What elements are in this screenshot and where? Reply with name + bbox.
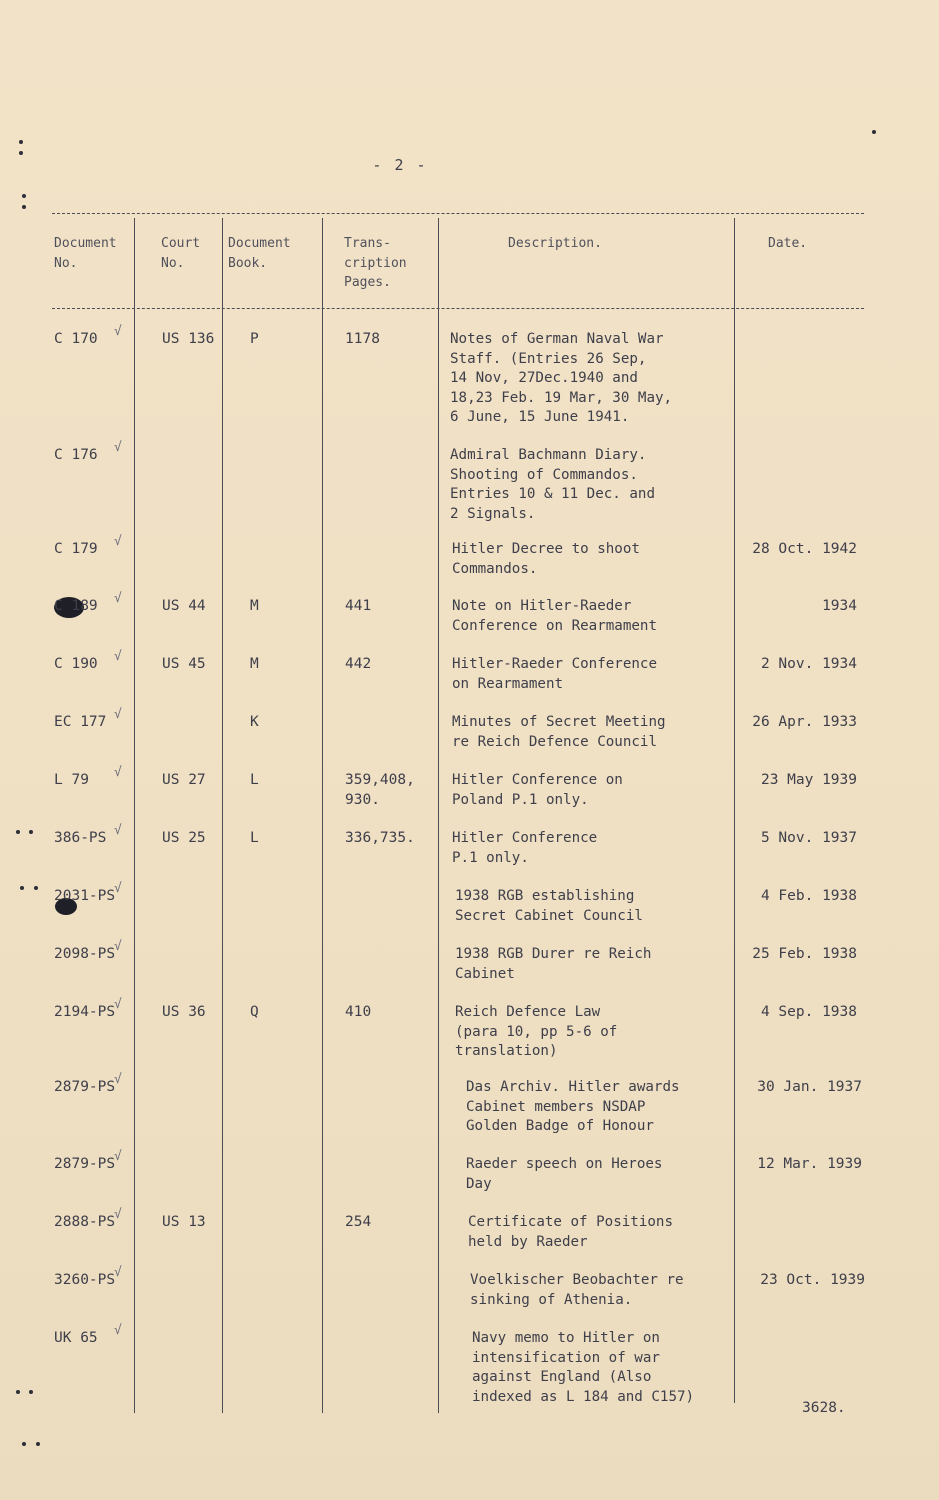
row-court-no: US 44 — [162, 598, 206, 614]
row-transcription-pages: 410 — [345, 1004, 372, 1020]
row-date: 5 Nov. 1937 — [760, 830, 857, 846]
row-document-no: C 179 — [54, 541, 98, 557]
check-mark-icon: √ — [114, 591, 122, 606]
row-court-no: US 25 — [162, 830, 206, 846]
row-description: Admiral Bachmann Diary. Shooting of Commandos. Entries 10 & 11 Dec. and 2 Signals. — [450, 447, 655, 522]
margin-mark — [19, 140, 23, 144]
row-document-no: 2879-PS — [54, 1079, 116, 1095]
row-date: 30 Jan. 1937 — [757, 1079, 862, 1095]
column-divider — [134, 218, 135, 1413]
row-description: Das Archiv. Hitler awards Cabinet members NSDAP Golden Badge of Honour — [466, 1079, 680, 1135]
column-divider — [438, 218, 439, 1413]
check-mark-icon: √ — [114, 707, 122, 722]
check-mark-icon: √ — [114, 765, 122, 780]
margin-mark — [34, 886, 38, 890]
header-date: Date. — [768, 236, 808, 251]
row-date: 23 May 1939 — [760, 772, 857, 788]
row-document-book: L — [250, 772, 259, 788]
row-description: Hitler Decree to shoot Commandos. — [452, 541, 640, 577]
row-date: 23 Oct. 1939 — [760, 1272, 865, 1288]
row-document-no: UK 65 — [54, 1330, 98, 1346]
row-date: 26 Apr. 1933 — [752, 714, 857, 730]
margin-mark — [36, 1442, 40, 1446]
row-description: Certificate of Positions held by Raeder — [468, 1214, 673, 1250]
row-document-no: C 189 — [54, 598, 98, 614]
header-document-book: Document Book. — [228, 236, 291, 271]
row-document-book: M — [250, 656, 259, 672]
check-mark-icon: √ — [114, 534, 122, 549]
header-court-no: Court No. — [161, 236, 201, 271]
margin-mark — [29, 830, 33, 834]
row-description: Hitler Conference on Poland P.1 only. — [452, 772, 623, 808]
page-stamp-number: 3628. — [802, 1400, 846, 1416]
table-top-rule — [52, 213, 864, 214]
header-document-no: Document No. — [54, 236, 117, 271]
row-document-book: M — [250, 598, 259, 614]
margin-mark — [22, 194, 26, 198]
row-document-book: L — [250, 830, 259, 846]
column-divider — [734, 218, 735, 1403]
row-description: 1938 RGB establishing Secret Cabinet Council — [455, 888, 643, 924]
row-document-no: 2031-PS — [54, 888, 116, 904]
row-document-no: 3260-PS — [54, 1272, 116, 1288]
row-document-no: C 190 — [54, 656, 98, 672]
row-description: Hitler Conference P.1 only. — [452, 830, 598, 866]
check-mark-icon: √ — [114, 823, 122, 838]
row-date: 4 Feb. 1938 — [760, 888, 857, 904]
row-court-no: US 36 — [162, 1004, 206, 1020]
margin-mark — [22, 1442, 26, 1446]
row-document-book: Q — [250, 1004, 259, 1020]
row-document-no: 2098-PS — [54, 946, 116, 962]
row-transcription-pages: 336,735. — [345, 830, 415, 846]
row-document-no: C 176 — [54, 447, 98, 463]
margin-mark — [22, 205, 26, 209]
row-court-no: US 13 — [162, 1214, 206, 1230]
row-transcription-pages: 359,408, 930. — [345, 772, 415, 808]
row-date: 4 Sep. 1938 — [760, 1004, 857, 1020]
margin-mark — [19, 151, 23, 155]
row-date: 2 Nov. 1934 — [760, 656, 857, 672]
margin-mark — [16, 1390, 20, 1394]
check-mark-icon: √ — [114, 1072, 122, 1087]
header-description: Description. — [508, 236, 602, 251]
row-document-book: P — [250, 331, 259, 347]
check-mark-icon: √ — [114, 1149, 122, 1164]
header-transcription-pages: Trans- cription Pages. — [344, 236, 407, 290]
row-document-book: K — [250, 714, 259, 730]
row-description: Note on Hitler-Raeder Conference on Rearmament — [452, 598, 657, 634]
check-mark-icon: √ — [114, 324, 122, 339]
check-mark-icon: √ — [114, 1207, 122, 1222]
row-document-no: 2194-PS — [54, 1004, 116, 1020]
row-document-no: 2879-PS — [54, 1156, 116, 1172]
check-mark-icon: √ — [114, 939, 122, 954]
row-description: 1938 RGB Durer re Reich Cabinet — [455, 946, 652, 982]
row-transcription-pages: 254 — [345, 1214, 372, 1230]
row-court-no: US 136 — [162, 331, 215, 347]
row-description: Raeder speech on Heroes Day — [466, 1156, 663, 1192]
row-document-no: EC 177 — [54, 714, 107, 730]
row-transcription-pages: 1178 — [345, 331, 380, 347]
row-court-no: US 27 — [162, 772, 206, 788]
row-description: Navy memo to Hitler on intensification of war against England (Also indexed as L 184 and C157) — [472, 1330, 695, 1405]
row-date: 28 Oct. 1942 — [752, 541, 857, 557]
row-document-no: L 79 — [54, 772, 89, 788]
page-number: - 2 - — [372, 156, 428, 174]
margin-mark — [16, 830, 20, 834]
margin-mark — [29, 1390, 33, 1394]
check-mark-icon: √ — [114, 881, 122, 896]
column-divider — [222, 218, 223, 1413]
margin-mark — [20, 886, 24, 890]
row-description: Hitler-Raeder Conference on Rearmament — [452, 656, 657, 692]
margin-mark — [872, 130, 876, 134]
row-date: 1934 — [822, 598, 857, 614]
row-date: 12 Mar. 1939 — [757, 1156, 862, 1172]
row-transcription-pages: 441 — [345, 598, 372, 614]
check-mark-icon: √ — [114, 649, 122, 664]
row-document-no: C 170 — [54, 331, 98, 347]
header-bottom-rule — [52, 308, 864, 309]
row-document-no: 386-PS — [54, 830, 107, 846]
row-description: Reich Defence Law (para 10, pp 5-6 of translation) — [455, 1004, 618, 1060]
row-date: 25 Feb. 1938 — [752, 946, 857, 962]
row-transcription-pages: 442 — [345, 656, 372, 672]
row-document-no: 2888-PS — [54, 1214, 116, 1230]
row-description: Voelkischer Beobachter re sinking of Athenia. — [470, 1272, 684, 1308]
row-description: Minutes of Secret Meeting re Reich Defence Council — [452, 714, 666, 750]
check-mark-icon: √ — [114, 1265, 122, 1280]
check-mark-icon: √ — [114, 440, 122, 455]
row-court-no: US 45 — [162, 656, 206, 672]
check-mark-icon: √ — [114, 997, 122, 1012]
row-description: Notes of German Naval War Staff. (Entries 26 Sep, 14 Nov, 27Dec.1940 and 18,23 Feb. 19 Mar, 30 May, 6 June, 15 June 1941. — [450, 331, 673, 426]
column-divider — [322, 218, 323, 1413]
check-mark-icon: √ — [114, 1323, 122, 1338]
